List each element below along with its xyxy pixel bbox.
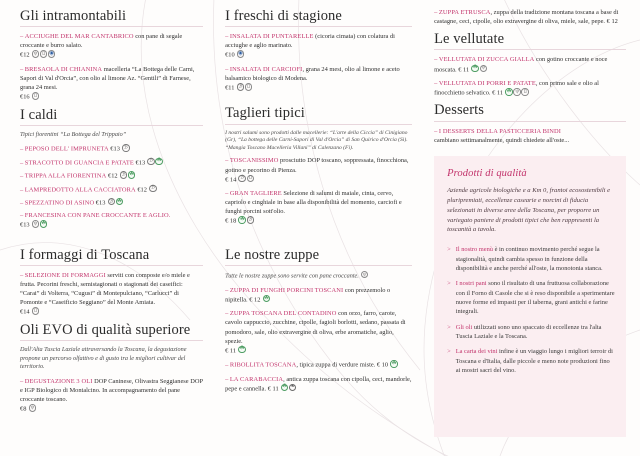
- nut-icon: [289, 384, 297, 392]
- section-rule: [434, 121, 626, 122]
- item-price: € 12: [606, 18, 618, 26]
- menu-item: [20, 158, 203, 167]
- item-dash: –: [225, 65, 230, 73]
- meat-icon: [147, 158, 155, 166]
- item-price: €13: [95, 199, 106, 207]
- item-name: INSALATA DI CARCIOFI: [229, 65, 303, 73]
- milk-icon: [40, 50, 48, 58]
- item-price: €8: [20, 405, 27, 413]
- vegetarian-icon: [238, 346, 246, 354]
- menu-item: [20, 65, 203, 102]
- vegetarian-icon: [263, 295, 271, 303]
- item-dash: –: [20, 145, 25, 153]
- vegetarian-icon: [116, 198, 124, 206]
- item-desc: cambiano settimanalmente, quindi chiedete all'oste...: [434, 136, 570, 144]
- item-name: DEGUSTAZIONE 3 OLI: [24, 377, 93, 385]
- item-price: € 12: [249, 296, 261, 304]
- item-dash: –: [225, 33, 230, 41]
- panel-title: Prodotti di qualità: [447, 167, 527, 179]
- section-title-le-vellutate: Le vellutate: [434, 31, 505, 48]
- meat-icon: [247, 216, 255, 224]
- vegetarian-icon: [281, 384, 289, 392]
- item-name: TRIPPA ALLA FIORENTINA: [24, 172, 107, 180]
- item-name: GRAN TAGLIERE: [229, 190, 282, 198]
- bullet-marker: >: [447, 323, 451, 331]
- section-rule: [20, 265, 203, 266]
- item-price: € 18: [225, 217, 237, 225]
- gluten-icon: [480, 65, 488, 73]
- section-note: Tipici fiorentini “La Bottega del Trippaio”: [20, 130, 127, 138]
- item-dash: –: [225, 286, 230, 294]
- menu-column-3: [424, 8, 634, 452]
- gluten-icon: [29, 404, 37, 412]
- bullet-content: [456, 323, 615, 342]
- item-desc: , zuppa della tradizione montana toscana a base di castagne, ceci, cipolle, olio extravergine di oliva, miele, sale, pepe.: [434, 9, 619, 26]
- item-desc: con prezzemolo o nipitella.: [225, 286, 391, 304]
- section-title-taglieri-tipici: Taglieri tipici: [225, 105, 305, 122]
- item-name: BRESAOLA DI CHIANINA: [24, 65, 103, 73]
- item-name: ZUPPA TOSCANA DEL CONTADINO: [229, 310, 337, 318]
- section-rule: [20, 26, 203, 27]
- section-title-i-formaggi-di-toscana: I formaggi di Toscana: [20, 246, 150, 263]
- item-price: € 11: [458, 65, 470, 73]
- item-dash: –: [20, 172, 25, 180]
- item-dash: –: [434, 9, 439, 16]
- milk-icon: [521, 88, 529, 96]
- bullet-text: utilizzati sono uno spaccato di eccellenze tra l'alta Tuscia Laziale e la Toscana.: [455, 323, 602, 341]
- item-desc: (cicoria cimata) con colatura di acciughe e aglio marinato.: [225, 33, 395, 50]
- section-rule: [225, 26, 412, 27]
- bullet-marker: >: [447, 348, 451, 356]
- spacer: [20, 235, 203, 247]
- section-rule: [20, 340, 203, 341]
- vegetarian-icon: [40, 220, 48, 228]
- item-price: €12: [20, 51, 30, 59]
- item-dash: –: [20, 159, 25, 167]
- vegetarian-icon: [238, 216, 246, 224]
- milk-icon: [32, 307, 40, 315]
- item-dash: –: [225, 375, 230, 383]
- quality-products-panel: [434, 156, 626, 437]
- bullet-lead: La carta dei vini: [455, 348, 498, 356]
- menu-item: [434, 127, 626, 145]
- item-name: PEPOSO DELL' IMPRUNETA: [24, 145, 109, 153]
- bullet-marker: >: [447, 246, 451, 254]
- item-dash: –: [20, 377, 25, 385]
- item-desc: Selezione di salumi di maiale, cinta, cervo, capriolo e cinghiale in base alla disponibilità del momento, carciofi e funghi porcini sott'olio.: [225, 190, 402, 216]
- item-name: LAMPREDOTTO ALLA CACCIATORA: [24, 185, 136, 193]
- gluten-icon: [361, 271, 369, 279]
- fish-icon: [48, 50, 56, 58]
- menu-item: [225, 65, 412, 93]
- gluten-icon: [32, 50, 40, 58]
- panel-bullet: [447, 245, 615, 273]
- item-dash: –: [225, 361, 230, 369]
- fish-icon: [237, 50, 245, 58]
- menu-item: [20, 211, 203, 230]
- meat-icon: [122, 144, 130, 152]
- vegetarian-icon: [505, 88, 513, 96]
- menu-item: [434, 8, 626, 26]
- bullet-content: [456, 279, 615, 316]
- item-dash: –: [20, 272, 25, 280]
- item-desc: con pane di segale croccante e burro salato.: [20, 33, 183, 50]
- bullet-text: infine è un viaggio lungo i migliori terroir di Toscana e d'Italia, dalle piccole e meno note produzioni fino ai mostri sacri del vino.: [455, 348, 613, 375]
- menu-item: [225, 360, 412, 369]
- item-desc: serviti con composte e/o miele e frutta. Pecorini freschi, semistagionati o stagionati dei caseifici: “Carai” di Volterra, “Cugusi” di Montepulciano, “Carlucci” di Pomonte e “Caseificio Seggiano” del Monte Amiata.: [20, 272, 190, 307]
- bullet-lead: I nostri pani: [455, 280, 487, 288]
- milk-icon: [245, 83, 253, 91]
- menu-item: [20, 32, 203, 60]
- item-desc: DOP Caninese, Olivastra Seggianese DOP e IGP Biologico di Montalcino. In accompagnamento del pane croccante toscano.: [20, 377, 203, 403]
- item-dash: –: [20, 185, 25, 193]
- item-desc: prosciutto DOP toscano, soppressata, finocchiona, gotino e pecorino di Pienza.: [225, 157, 409, 174]
- item-name: FRANCESINA CON PANE CROCCANTE E AGLIO.: [24, 212, 171, 220]
- section-note-text: Tutte le nostre zuppe sono servite con pane croccante.: [225, 272, 359, 280]
- section-title-i-freschi-di-stagione: I freschi di stagione: [225, 8, 342, 24]
- bullet-lead: Il nostro menù: [455, 246, 493, 254]
- item-price: € 14: [225, 175, 237, 183]
- bullet-content: [456, 347, 615, 375]
- item-price: €12: [137, 185, 147, 193]
- section-title-gli-intramontabili: Gli intramontabili: [20, 8, 127, 24]
- item-name: RIBOLLITA TOSCANA: [229, 361, 297, 369]
- item-name: INSALATA DI PUNTARELLE: [229, 33, 314, 41]
- item-desc: macelleria “La Bottega delle Carni, Sapori di Val d'Orcia”, con olio al limone Az. “Gentili” di Farnese, grana 24 mesi.: [20, 65, 195, 92]
- milk-icon: [247, 175, 255, 183]
- item-dash: –: [225, 157, 230, 165]
- item-dash: –: [434, 127, 439, 135]
- meat-icon: [237, 83, 245, 91]
- item-desc: , con primo sale e olio al finocchietto selvatico.: [434, 79, 599, 97]
- panel-bullet: [447, 347, 615, 375]
- menu-item: [434, 79, 626, 98]
- meat-icon: [149, 185, 157, 193]
- meat-icon: [108, 198, 116, 206]
- section-note: [225, 271, 412, 281]
- section-rule: [20, 125, 203, 126]
- item-price: €13: [110, 145, 120, 153]
- item-dash: –: [20, 33, 25, 41]
- bullet-text: è in continuo movimento perché segue la stagionalità, quindi cambia spesso in funzione della disponibilità e anche perché all'oste, la monotonia stanca.: [455, 246, 603, 272]
- bullet-content: [456, 245, 615, 273]
- item-dash: –: [434, 79, 439, 87]
- item-name: SELEZIONE DI FORMAGGI: [24, 272, 106, 280]
- item-name: LA CARABACCIA: [229, 375, 284, 383]
- panel-intro: Aziende agricole biologiche e a Km 0, frantoi ecosostenibili e pluripremiati, eccellenze casearie e norcini di fiducia selezionati in diverse aree della Toscana, per proporre un variegato paniere di prodotti tipici che ben rappresenti la toscanità a tavola.: [447, 186, 611, 234]
- bullet-marker: >: [447, 280, 451, 288]
- item-price: € 11: [225, 347, 237, 354]
- menu-item: [20, 271, 203, 317]
- item-name: VELLUTATA DI PORRI E PATATE: [438, 79, 536, 87]
- item-name: I DESSERTS DELLA PASTICCERIA BINDI: [438, 127, 561, 135]
- item-dash: –: [20, 65, 25, 73]
- item-price: € 11: [267, 384, 279, 392]
- item-name: ZUPPA DI FUNGHI PORCINI TOSCANI: [229, 286, 344, 294]
- menu-item: [20, 144, 203, 153]
- milk-icon: [32, 92, 40, 100]
- item-desc: con gotino croccante e noce moscata.: [434, 56, 608, 73]
- item-price: €13: [135, 159, 146, 167]
- gluten-icon: [32, 220, 40, 228]
- menu-item: [434, 55, 626, 74]
- meat-icon: [120, 171, 128, 179]
- item-name: ZUPPA ETRUSCA: [438, 9, 491, 16]
- item-dash: –: [225, 190, 230, 198]
- item-price: € 11: [492, 89, 504, 97]
- menu-item: [225, 156, 412, 184]
- vegetarian-icon: [128, 171, 136, 179]
- item-dash: –: [434, 56, 439, 64]
- item-price: €16: [20, 93, 30, 101]
- item-price: €14: [20, 308, 30, 316]
- vegetarian-icon: [390, 360, 398, 368]
- item-desc: , tipica zuppa di verdure miste.: [296, 361, 376, 369]
- section-rule: [434, 49, 626, 50]
- item-name: ACCIUGHE DEL MAR CANTABRICO: [24, 33, 134, 41]
- item-price: € 10: [376, 361, 389, 369]
- item-name: STRACOTTO DI GUANCIA E PATATE: [24, 159, 134, 167]
- vegetarian-icon: [155, 158, 163, 166]
- item-desc: con orzo, farro, carote, cavolo cappuccio, zucchine, cipolle, fagioli borlotti, sedano, passata di pomodoro, sale, olio extravergine di oliva, erbe aromatiche, aglio, spezie.: [225, 310, 406, 345]
- section-note: Dall'Alta Tuscia Laziale attraversando la Toscana, la degustazione propone un percorso olfattivo e di gusto tra le migliori cultivar del territorio.: [20, 346, 187, 371]
- vegetarian-icon: [471, 65, 479, 73]
- bullet-text: sono il risultato di una fruttuosa collaborazione con il Forno di Casole che si è reso disponibile a sperimentare nuove forme ed impasti per il taberna, grani antichi e farine integrali.: [455, 280, 615, 316]
- menu-item: [225, 309, 412, 355]
- item-price: €13: [20, 221, 30, 229]
- section-title-le-nostre-zuppe: Le nostre zuppe: [225, 246, 320, 263]
- bullet-lead: Gli oli: [455, 323, 473, 331]
- spacer: [225, 231, 412, 247]
- panel-bullet: [447, 279, 615, 316]
- section-title-oli-evo: Oli EVO di qualità superiore: [20, 321, 191, 338]
- item-price: €11: [225, 84, 235, 92]
- menu-item: [20, 198, 203, 207]
- section-title-i-caldi: I caldi: [20, 106, 58, 123]
- menu-column-1: [6, 8, 215, 452]
- item-dash: –: [20, 212, 25, 220]
- menu-item: [20, 185, 203, 194]
- menu-item: [225, 32, 412, 60]
- item-price: €10: [225, 51, 235, 59]
- item-dash: –: [20, 199, 25, 207]
- gluten-icon: [513, 88, 521, 96]
- menu-column-2: [215, 8, 424, 452]
- menu-item: [225, 189, 412, 226]
- item-name: SPEZZATINO DI ASINO: [24, 199, 95, 207]
- spacer: [225, 97, 412, 105]
- item-name: TOSCANISSIMO: [229, 157, 279, 165]
- section-note: I nostri salumi sono prodotti dalle macellerie: “L'arte della Ciccia” di Cinigiano (Gr), “La bottega delle Carni-Sapori di Val d'Orcia” di San Quirico d'Orcia (Si). “Mangia Toscano Macelleria Villani” di Calenzano (Fi).: [225, 129, 408, 151]
- item-dash: –: [225, 310, 230, 318]
- section-rule: [225, 124, 412, 125]
- section-title-desserts: Desserts: [434, 102, 485, 119]
- menu-item: [225, 375, 412, 394]
- section-rule: [225, 265, 412, 266]
- panel-bullet: [447, 323, 615, 342]
- item-desc: , antica zuppa toscana con cipolla, ceci, mandorle, pepe e cannella.: [225, 375, 412, 392]
- menu-item: [20, 171, 203, 180]
- menu-item: [20, 377, 203, 414]
- item-desc: , grana 24 mesi, olio al limone e aceto balsamico biologico di Modena.: [225, 65, 400, 82]
- menu-item: [225, 286, 412, 305]
- meat-icon: [238, 175, 246, 183]
- item-name: VELLUTATA DI ZUCCA GIALLA: [438, 56, 535, 64]
- item-price: €12: [108, 172, 118, 180]
